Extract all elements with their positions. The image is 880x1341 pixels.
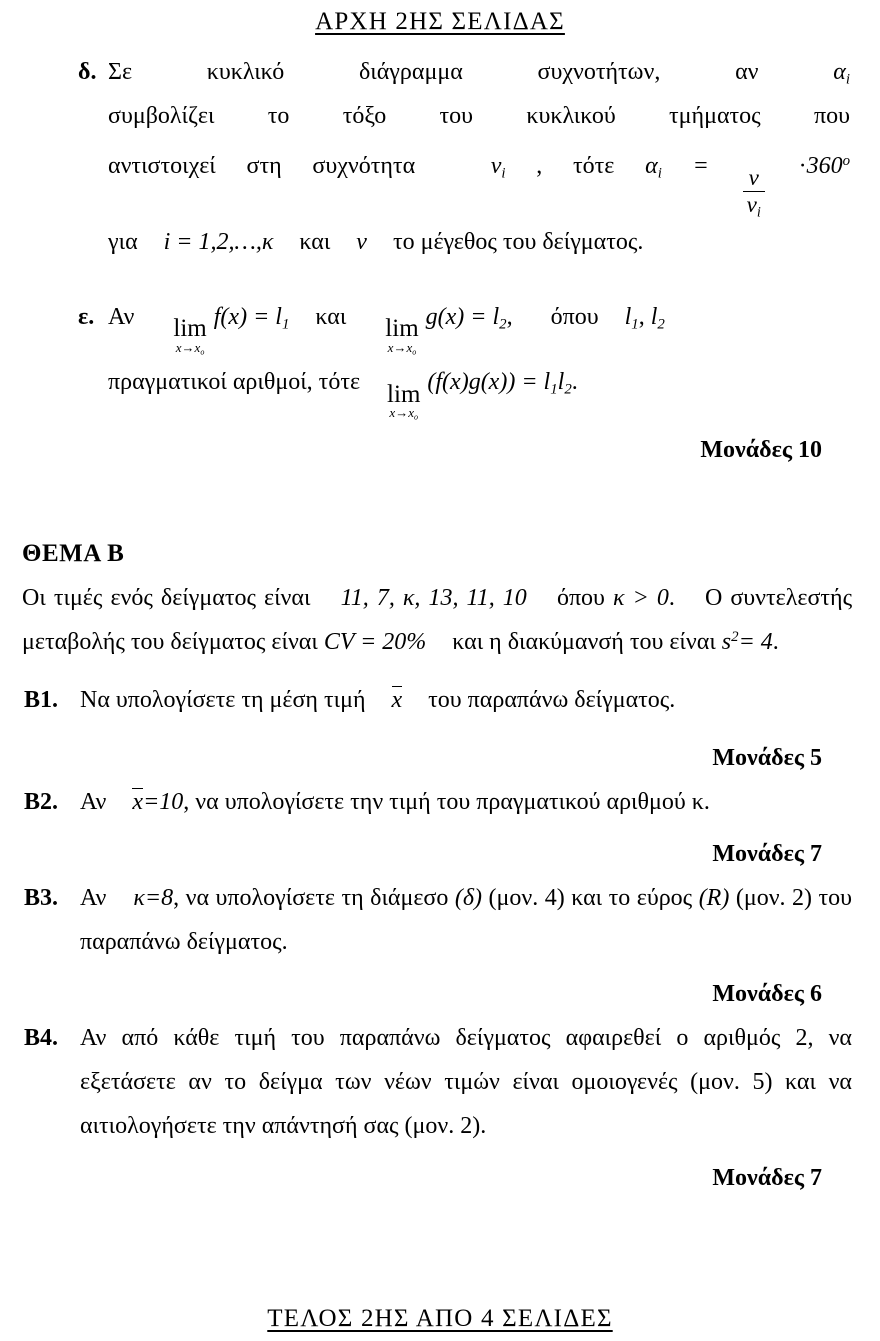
delta-formula: $\alpha_i$ = $\frac{\nu}{\nu_i}$ $\cdot 360^o$ [645, 152, 851, 220]
item-marker-delta: δ. [78, 59, 97, 85]
question-marker-b1: B1. [24, 687, 59, 714]
page-footer-text: ΤΕΛΟΣ 2ΗΣ ΑΠΟ 4 ΣΕΛΙΔΕΣ [267, 1305, 613, 1332]
units-b2: Μονάδες 7 [712, 841, 822, 868]
median-symbol: (δ) [454, 885, 483, 912]
b3-text-pre: Αν [80, 885, 107, 912]
epsilon-line2-text: πραγματικοί αριθμοί, τότε [108, 369, 361, 396]
question-body-b1 [80, 678, 852, 722]
delta-line-3 [108, 138, 851, 220]
page-body [0, 46, 880, 1198]
delta-line4-gia: για [108, 228, 138, 255]
epsilon-kai: και [315, 303, 347, 330]
epsilon-l-values: $l_1$, $l_2$ [624, 303, 665, 333]
b2-text-post: , να υπολογίσετε την τιμή του πραγματικού αριθμού κ. [183, 789, 710, 816]
limit-subscript: $x\to x_o$ [389, 405, 418, 422]
epsilon-limit-g: lim $x\to x_o$ $g(x) = l_2$, [385, 303, 513, 357]
question-b2 [0, 780, 880, 824]
delta-fraction-denominator: $\nu_i$ [743, 191, 765, 217]
question-body-b3 [80, 876, 852, 964]
delta-line4-nu: ν [356, 228, 367, 255]
delta-line3-tote: , τότε [536, 153, 615, 179]
b3-text-mon4: (μον. 4) και το εύρος [488, 885, 693, 912]
delta-multiply-sign: · [798, 153, 807, 179]
limit-subscript: $x\to x_o$ [175, 339, 205, 357]
intro-opou: όπου [556, 585, 605, 612]
delta-line-1 [108, 50, 850, 94]
units-b3: Μονάδες 6 [712, 981, 822, 1008]
epsilon-line-1 [108, 289, 850, 355]
b3-kappa-value: κ=8 [133, 885, 174, 912]
page-footer [0, 1305, 880, 1333]
list-item-delta [0, 50, 880, 267]
delta-line4-kai: και [299, 228, 331, 255]
list-item-epsilon [0, 289, 880, 420]
range-symbol: (R) [698, 885, 730, 912]
question-b4 [0, 1016, 880, 1148]
delta-alpha-symbol: $\alpha_i$ [833, 59, 851, 88]
question-marker-b3: B3. [24, 885, 59, 912]
units-b4: Μονάδες 7 [712, 1165, 822, 1192]
page-header-text: ΑΡΧΗ 2ΗΣ ΣΕΛΙΔΑΣ [315, 8, 565, 35]
limit-operator: lim $x\to x_o$ [387, 380, 421, 422]
epsilon-limit-f: lim $x\to x_o$ $f(x) = l_1$ [173, 303, 290, 357]
intro-text-1: Οι τιμές ενός δείγματος είναι [22, 585, 311, 612]
question-body-b4: Αν από κάθε τιμή του παραπάνω δείγματος αφαιρεθεί ο αριθμός 2, να εξετάσετε αν το δείγμα των νέων τιμών είναι ομοιογενές (μον. 5) και να αιτιολογήσετε την απάντησή σας (μον. 2). [80, 1025, 852, 1140]
delta-line1-text: Σε κυκλικό διάγραμμα συχνοτήτων, αν [108, 59, 759, 85]
question-marker-b4: B4. [24, 1025, 59, 1052]
item-body-epsilon [108, 289, 850, 420]
epsilon-opou: όπου [550, 303, 599, 330]
epsilon-limit-product: lim $x\to x_o$ $(f(x)g(x)) = l_1l_2$. [387, 369, 578, 422]
item-body-delta [108, 50, 850, 267]
delta-nu-symbol: $\nu_i$ [490, 153, 506, 182]
cv-value: CV = 20% [323, 629, 427, 656]
variance-value: $s^2= 4$ [721, 628, 773, 656]
kappa-condition: κ > 0 [613, 585, 669, 612]
limit-subscript: $x\to x_o$ [387, 339, 417, 357]
delta-fraction: $\frac{\nu}{\nu_i}$ [743, 166, 765, 217]
b2-text-pre: Αν [80, 789, 107, 816]
limit-operator: lim $x\to x_o$ [173, 315, 207, 357]
units-theme-a: Μονάδες 10 [700, 437, 822, 464]
units-b1: Μονάδες 5 [712, 745, 822, 772]
sample-values: 11, 7, κ, 13, 11, 10 [340, 585, 527, 612]
question-body-b2 [80, 780, 852, 824]
intro-text-2: Ο συντελεστής μεταβολής του δείγματος είναι [22, 585, 853, 656]
intro-text-3: και η διακύμανσή του είναι [452, 629, 716, 656]
question-marker-b2: B2. [24, 789, 59, 816]
question-b3 [0, 876, 880, 964]
delta-line-4 [108, 217, 850, 267]
b3-text-post: (μον. 2) του παραπάνω δείγματος. [80, 885, 853, 956]
delta-line4-tail: το μέγεθος του δείγματος. [392, 228, 644, 255]
theme-b-intro: Οι τιμές ενός δείγματος είναι 11, 7, κ, 13, 11, 10 όπου κ > 0. Ο συντελεστής μεταβολής του δείγματος είναι CV = 20% και η διακύμανσή του είναι $s^2= 4$. [22, 585, 853, 656]
question-b1 [0, 678, 880, 722]
page-header [0, 0, 880, 48]
delta-line-2: συμβολίζει το τόξο του κυκλικού τμήματος που [108, 103, 850, 129]
section-title-theme-b: ΘΕΜΑ Β [22, 540, 125, 568]
delta-index-range: i = 1,2,…,κ [163, 228, 274, 255]
item-marker-epsilon: ε. [78, 303, 95, 330]
limit-operator: lim $x\to x_o$ [385, 315, 419, 357]
b2-mean-equation: x=10 [132, 789, 184, 816]
b3-text-mid: , να υπολογίσετε τη διάμεσο [173, 885, 449, 912]
b1-text-pre: Να υπολογίσετε τη μέση τιμή [80, 687, 366, 714]
epsilon-an: Αν [108, 303, 135, 330]
epsilon-line-2 [108, 354, 850, 420]
b1-text-post: του παραπάνω δείγματος. [428, 687, 676, 714]
delta-line3-text: αντιστοιχεί στη συχνότητα [108, 153, 416, 179]
sample-mean-symbol: x [391, 687, 403, 714]
